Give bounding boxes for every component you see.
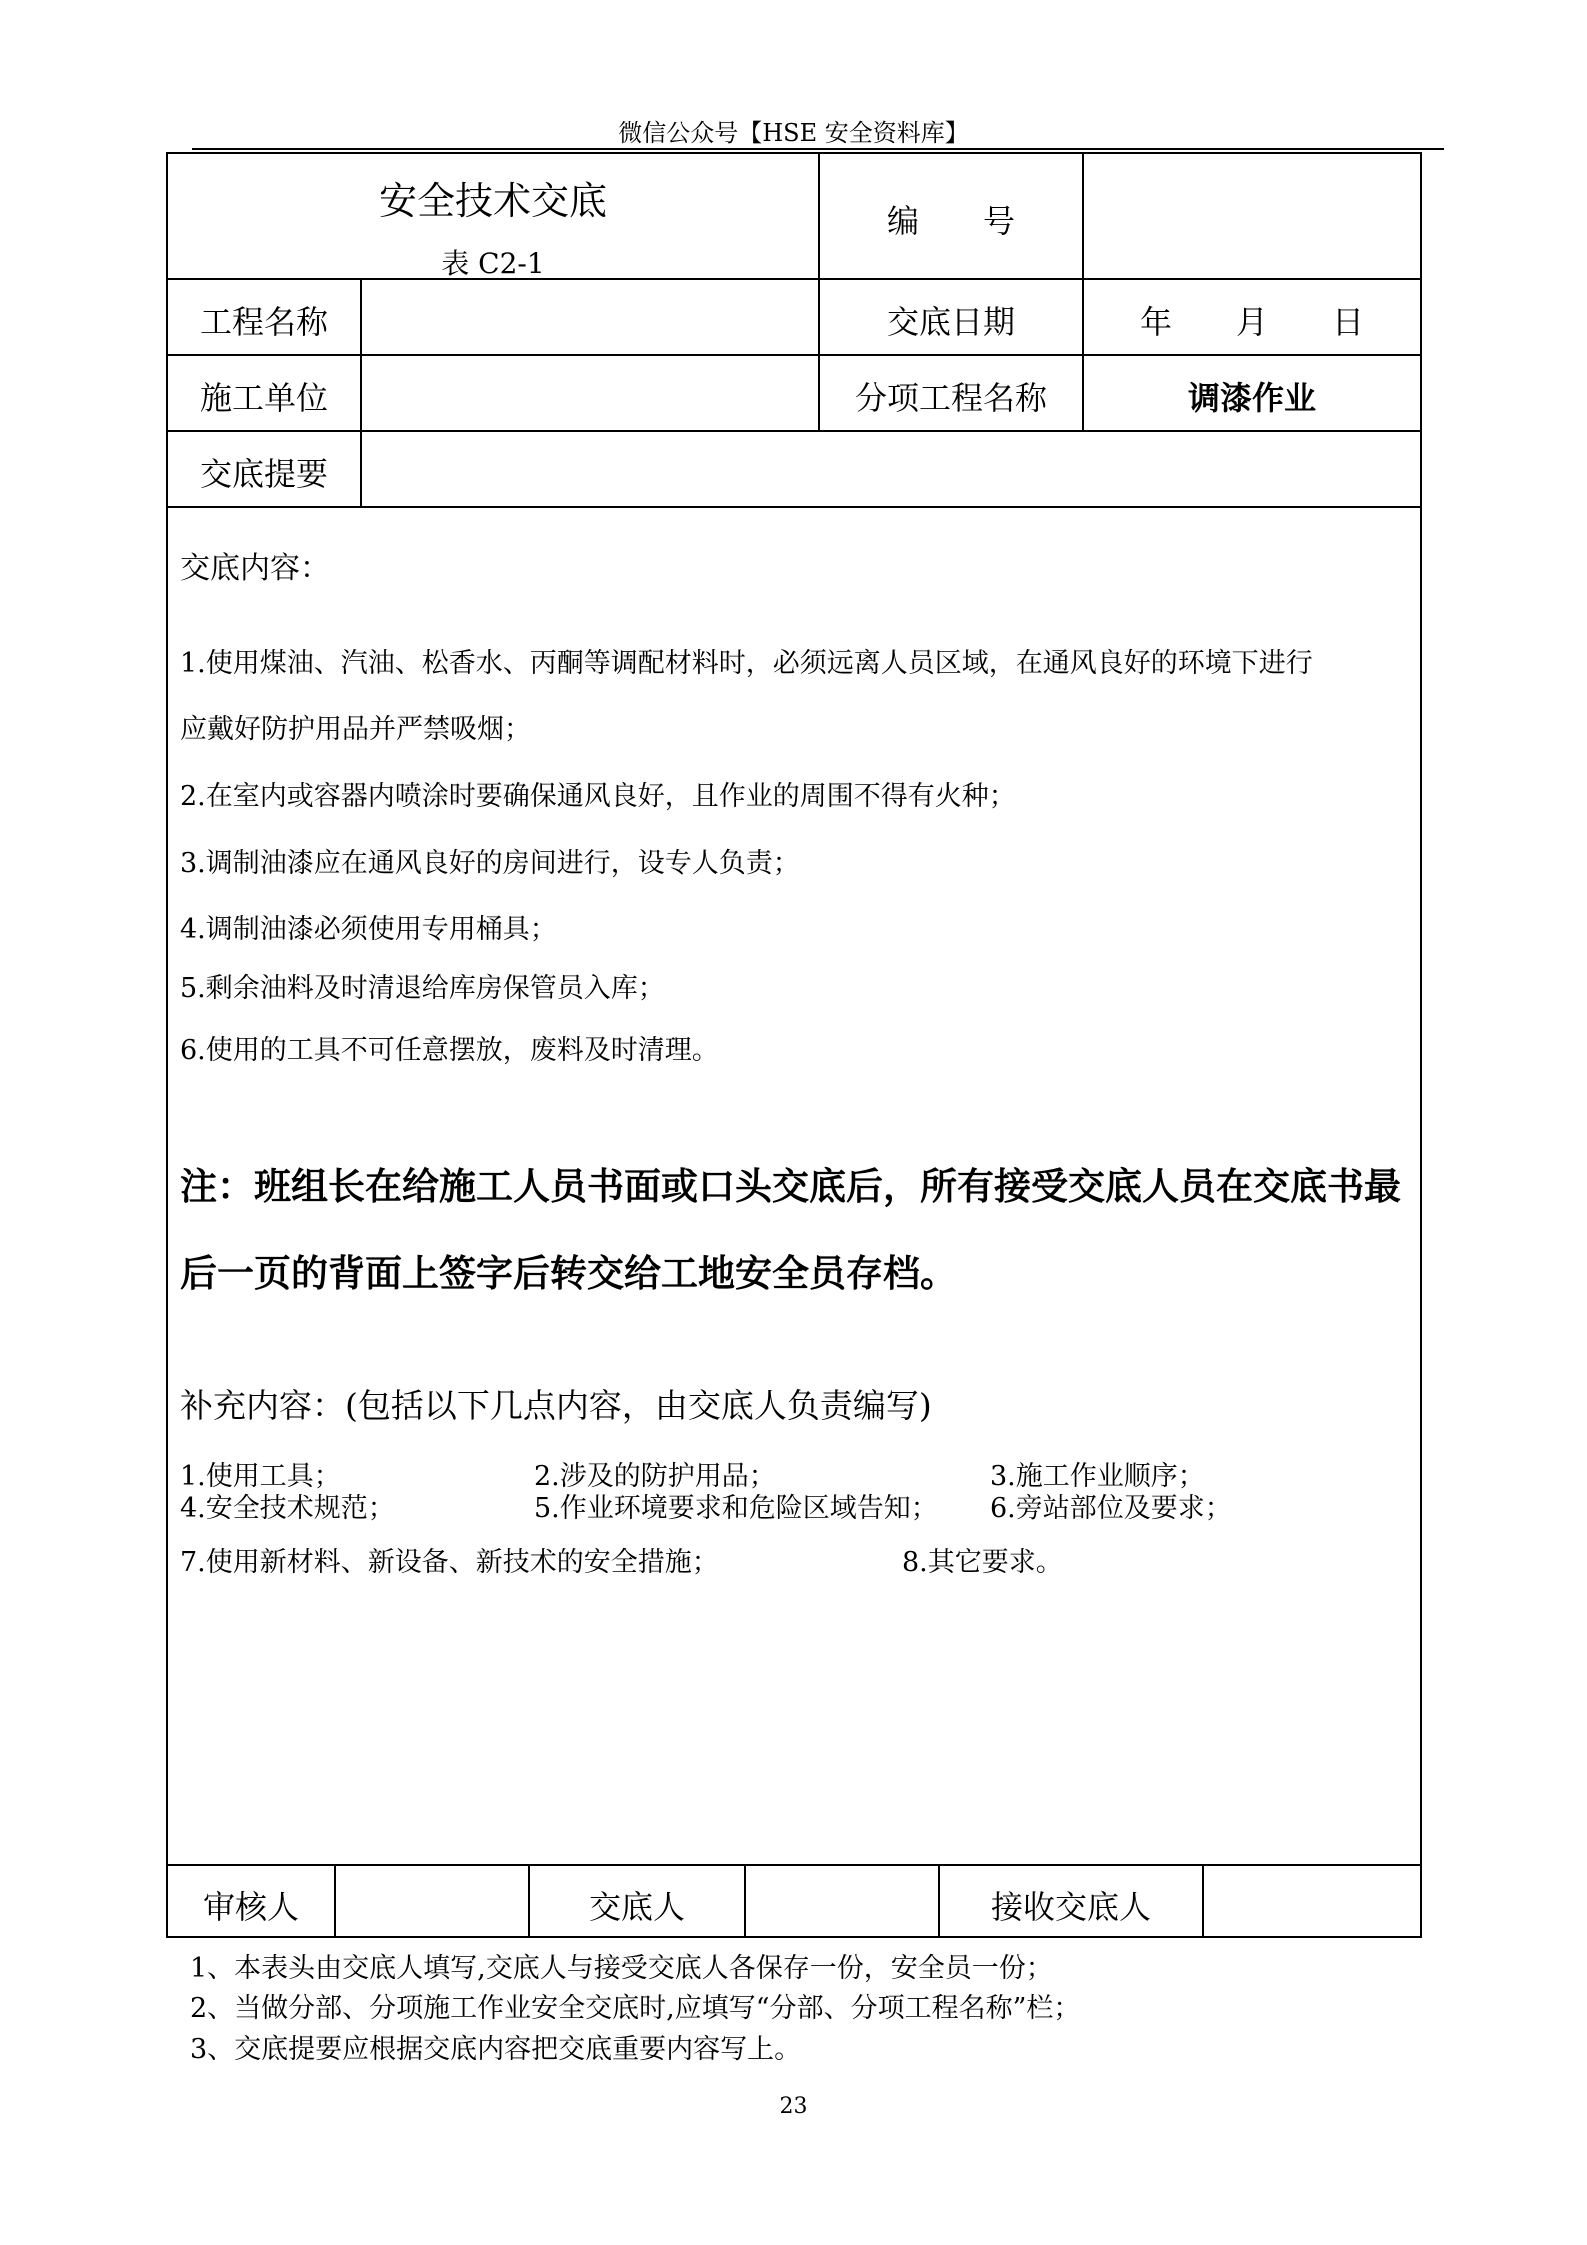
constructor-field[interactable] xyxy=(362,356,818,430)
supplement-item-3: 3.施工作业顺序； xyxy=(990,1461,1205,1492)
page-number: 23 xyxy=(779,2094,808,2119)
supplement-item-5: 5.作业环境要求和危险区域告知； xyxy=(534,1493,938,1524)
date-label: 交底日期 xyxy=(886,303,1015,341)
project-name-label: 工程名称 xyxy=(199,303,328,341)
supplement-heading: 补充内容：(包括以下几点内容，由交底人负责编写) xyxy=(180,1386,932,1425)
constructor-label: 施工单位 xyxy=(199,379,328,417)
reviewer-signature-field[interactable] xyxy=(336,1866,528,1936)
footnote-1: 1、本表头由交底人填写,交底人与接受交底人各保存一份，安全员一份； xyxy=(190,1953,1053,1984)
subitem-value[interactable]: 调漆作业 xyxy=(1187,379,1316,417)
discloser-signature-field[interactable] xyxy=(746,1866,938,1936)
content-item-2: 2.在室内或容器内喷涂时要确保通风良好，且作业的周围不得有火种； xyxy=(180,781,1016,812)
note-line-2: 后一页的背面上签字后转交给工地安全员存档。 xyxy=(180,1251,957,1295)
discloser-label: 交底人 xyxy=(588,1888,685,1926)
content-item-1a: 1.使用煤油、汽油、松香水、丙酮等调配材料时，必须远离人员区域，在通风良好的环境下进行 xyxy=(180,648,1313,679)
supplement-item-8: 8.其它要求。 xyxy=(902,1547,1063,1578)
receiver-signature-field[interactable] xyxy=(1204,1866,1420,1936)
header-rule xyxy=(192,148,1444,150)
receiver-label: 接收交底人 xyxy=(990,1888,1151,1926)
footnote-2: 2、当做分部、分项施工作业安全交底时,应填写“分部、分项工程名称”栏； xyxy=(190,1993,1081,2024)
summary-field[interactable] xyxy=(362,432,1420,506)
number-field[interactable] xyxy=(1084,154,1420,278)
reviewer-label: 审核人 xyxy=(202,1888,299,1926)
content-item-1b: 应戴好防护用品并严禁吸烟； xyxy=(180,714,531,745)
note-line-1: 注：班组长在给施工人员书面或口头交底后，所有接受交底人员在交底书最 xyxy=(180,1164,1401,1208)
table-number: 表 C2-1 xyxy=(441,247,545,280)
supplement-item-2: 2.涉及的防护用品； xyxy=(534,1461,776,1492)
supplement-item-1: 1.使用工具； xyxy=(180,1461,341,1492)
footnote-3: 3、交底提要应根据交底内容把交底重要内容写上。 xyxy=(190,2034,802,2065)
page-header: 微信公众号【HSE 安全资料库】 xyxy=(618,119,969,147)
project-name-field[interactable] xyxy=(362,280,818,354)
supplement-item-6: 6.旁站部位及要求； xyxy=(990,1493,1232,1524)
content-item-4: 4.调制油漆必须使用专用桶具； xyxy=(180,914,557,945)
subitem-label: 分项工程名称 xyxy=(854,379,1047,417)
content-item-6: 6.使用的工具不可任意摆放，废料及时清理。 xyxy=(180,1035,719,1066)
supplement-item-7: 7.使用新材料、新设备、新技术的安全措施； xyxy=(180,1547,719,1578)
content-item-3: 3.调制油漆应在通风良好的房间进行，设专人负责； xyxy=(180,848,800,879)
summary-label: 交底提要 xyxy=(199,455,328,493)
content-heading: 交底内容： xyxy=(180,551,330,586)
number-label: 编 号 xyxy=(886,202,1015,240)
date-value[interactable]: 年 月 日 xyxy=(1139,303,1364,341)
content-item-5: 5.剩余油料及时清退给库房保管员入库； xyxy=(180,973,665,1004)
form-title: 安全技术交底 xyxy=(378,179,607,223)
supplement-item-4: 4.安全技术规范； xyxy=(180,1493,395,1524)
